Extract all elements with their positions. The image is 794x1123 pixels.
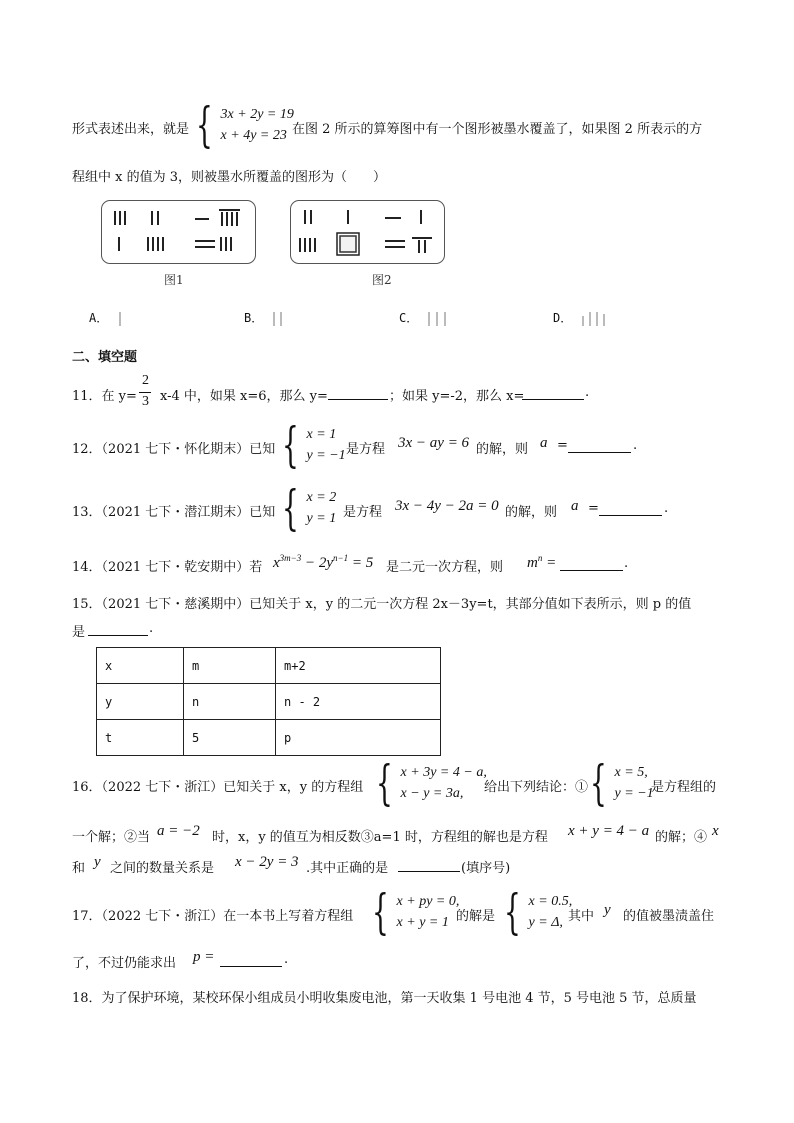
question-15-line2: 是 bbox=[72, 625, 86, 640]
figure-1-rods bbox=[101, 200, 256, 264]
option-a-label: A． bbox=[89, 311, 109, 325]
question-16-line2c: 的解；④ bbox=[655, 830, 708, 845]
question-15-end: . bbox=[149, 621, 154, 636]
question-12-var: a bbox=[540, 435, 548, 451]
question-17-text-c: 其中 bbox=[568, 909, 595, 924]
table-row bbox=[97, 648, 441, 684]
option-d-label: D． bbox=[553, 311, 573, 325]
question-13-text-c: 的解，则 bbox=[505, 505, 558, 520]
option-c-rods bbox=[425, 311, 449, 327]
question-17-prefix: 17．（2022 七下・浙江）在一本书上写着方程组 bbox=[72, 909, 354, 924]
question-14-mn: $m^n$ = bbox=[527, 553, 557, 571]
option-c[interactable] bbox=[399, 309, 449, 327]
question-16-prefix: 16．（2022 七下・浙江）已知关于 x，y 的方程组 bbox=[72, 780, 364, 795]
question-17-text-b: 的解是 bbox=[456, 909, 496, 924]
figure-2-caption: 图2 bbox=[372, 273, 392, 287]
intro-prefix: 形式表述出来，就是 bbox=[72, 122, 190, 137]
question-15-line1: 15．（2021 七下・慈溪期中）已知关于 x，y 的二元一次方程 2x－3y=t，其部分值如下表所示，则 p 的值 bbox=[72, 597, 692, 612]
question-14-prefix: 14．（2021 七下・乾安期中）若 bbox=[72, 560, 263, 575]
question-12-text-c: 的解，则 bbox=[476, 442, 529, 457]
question-16-line2b: 时，x，y 的值互为相反数③a=1 时，方程组的解也是方程 bbox=[212, 830, 548, 845]
answer-blank-11a[interactable] bbox=[328, 387, 388, 400]
question-16-line2-eq: a = −2 bbox=[157, 823, 200, 839]
question-17-y: y bbox=[604, 902, 611, 918]
table-cell: p bbox=[276, 720, 441, 756]
section-heading: 二、填空题 bbox=[72, 350, 138, 365]
answer-blank-13[interactable] bbox=[599, 503, 662, 516]
option-a[interactable] bbox=[89, 309, 125, 327]
question-12-equation: 3x − ay = 6 bbox=[398, 435, 470, 451]
question-13-text-b: 是方程 bbox=[343, 505, 383, 520]
question-17-end: . bbox=[284, 952, 289, 967]
question-12-system: { x = 1 y = −1 bbox=[282, 417, 346, 473]
question-16-line2a: 一个解；②当 bbox=[72, 830, 151, 845]
option-c-label: C． bbox=[399, 311, 419, 325]
question-16-solution: { x = 5, y = −1 bbox=[590, 755, 654, 811]
option-b-rods bbox=[270, 311, 286, 327]
question-13-equation: 3x − 4y − 2a = 0 bbox=[395, 498, 499, 514]
question-16-line3-eq: x − 2y = 3 bbox=[235, 854, 299, 870]
table-cell: n - 2 bbox=[276, 684, 441, 720]
question-13-eq-sign: = bbox=[588, 501, 599, 516]
question-17-solution: { x = 0.5, y = Δ, bbox=[504, 884, 573, 940]
question-18: 18．为了保护环境，某校环保小组成员小明收集废电池，第一天收集 1 号电池 4 节，5 号电池 5 节，总质量 bbox=[72, 991, 697, 1006]
question-16-text-c: 是方程组的 bbox=[651, 780, 717, 795]
values-table bbox=[96, 647, 441, 756]
question-13-prefix: 13．（2021 七下・潜江期末）已知 bbox=[72, 505, 276, 520]
question-16-line3d: (填序号) bbox=[461, 861, 511, 876]
table-row bbox=[97, 720, 441, 756]
question-12-text-b: 是方程 bbox=[346, 442, 386, 457]
option-b-label: B． bbox=[244, 311, 264, 325]
question-14-text-b: 是二元一次方程，则 bbox=[386, 560, 504, 575]
option-b[interactable] bbox=[244, 309, 286, 327]
question-16-line3c: .其中正确的是 bbox=[306, 861, 389, 876]
question-13-end: . bbox=[664, 501, 669, 516]
question-16-text-b: 给出下列结论：① bbox=[484, 780, 589, 795]
intro-system: { 3x + 2y = 19 x + 4y = 23 bbox=[196, 97, 294, 153]
question-17-p: p = bbox=[193, 949, 215, 965]
fraction-numerator: 2 bbox=[142, 373, 149, 388]
table-cell: m bbox=[184, 648, 276, 684]
question-13-var: a bbox=[571, 498, 579, 514]
option-d[interactable] bbox=[553, 309, 609, 327]
question-16-line3-y: y bbox=[94, 854, 101, 870]
question-12-eq-sign: = bbox=[557, 438, 568, 453]
question-12-end: . bbox=[633, 438, 638, 453]
question-16-system: { x + 3y = 4 − a, x − y = 3a, bbox=[376, 755, 487, 811]
answer-blank-11b[interactable] bbox=[522, 387, 584, 400]
answer-blank-16[interactable] bbox=[398, 859, 460, 872]
question-16-line3a: 和 bbox=[72, 861, 86, 876]
table-cell: 5 bbox=[184, 720, 276, 756]
question-17-line2a: 了，不过仍能求出 bbox=[72, 956, 177, 971]
table-cell: t bbox=[97, 720, 184, 756]
table-cell: y bbox=[97, 684, 184, 720]
question-16-line3b: 之间的数量关系是 bbox=[110, 861, 215, 876]
table-row bbox=[97, 684, 441, 720]
table-cell: n bbox=[184, 684, 276, 720]
figure-2-rods bbox=[290, 200, 445, 264]
question-16-line2-eq2: x + y = 4 − a bbox=[568, 823, 650, 839]
figure-1-caption: 图1 bbox=[164, 273, 184, 287]
question-17-text-d: 的值被墨渍盖住 bbox=[623, 909, 715, 924]
answer-blank-12[interactable] bbox=[568, 440, 631, 453]
fraction-bar bbox=[139, 392, 151, 393]
question-13-system: { x = 2 y = 1 bbox=[282, 480, 337, 536]
fraction-denominator: 3 bbox=[142, 394, 149, 409]
question-12-prefix: 12．（2021 七下・怀化期末）已知 bbox=[72, 442, 276, 457]
question-16-line2-x: x bbox=[712, 823, 719, 839]
table-cell: m+2 bbox=[276, 648, 441, 684]
question-17-system: { x + py = 0, x + y = 1 bbox=[372, 884, 460, 940]
answer-blank-14[interactable] bbox=[560, 558, 623, 571]
table-cell: x bbox=[97, 648, 184, 684]
option-a-rods bbox=[115, 311, 125, 327]
answer-blank-17[interactable] bbox=[220, 954, 282, 967]
answer-blank-15[interactable] bbox=[88, 623, 148, 636]
intro-line2: 程组中 x 的值为 3，则被墨水所覆盖的图形为（ ） bbox=[72, 170, 386, 185]
option-d-rods bbox=[579, 311, 609, 327]
question-14-end: . bbox=[624, 556, 629, 571]
intro-suffix: 在图 2 所示的算筹图中有一个图形被墨水覆盖了，如果图 2 所表示的方 bbox=[292, 122, 703, 137]
question-14-equation: $x^{3m-3} - 2y^{n-1} = 5$ bbox=[273, 553, 374, 571]
